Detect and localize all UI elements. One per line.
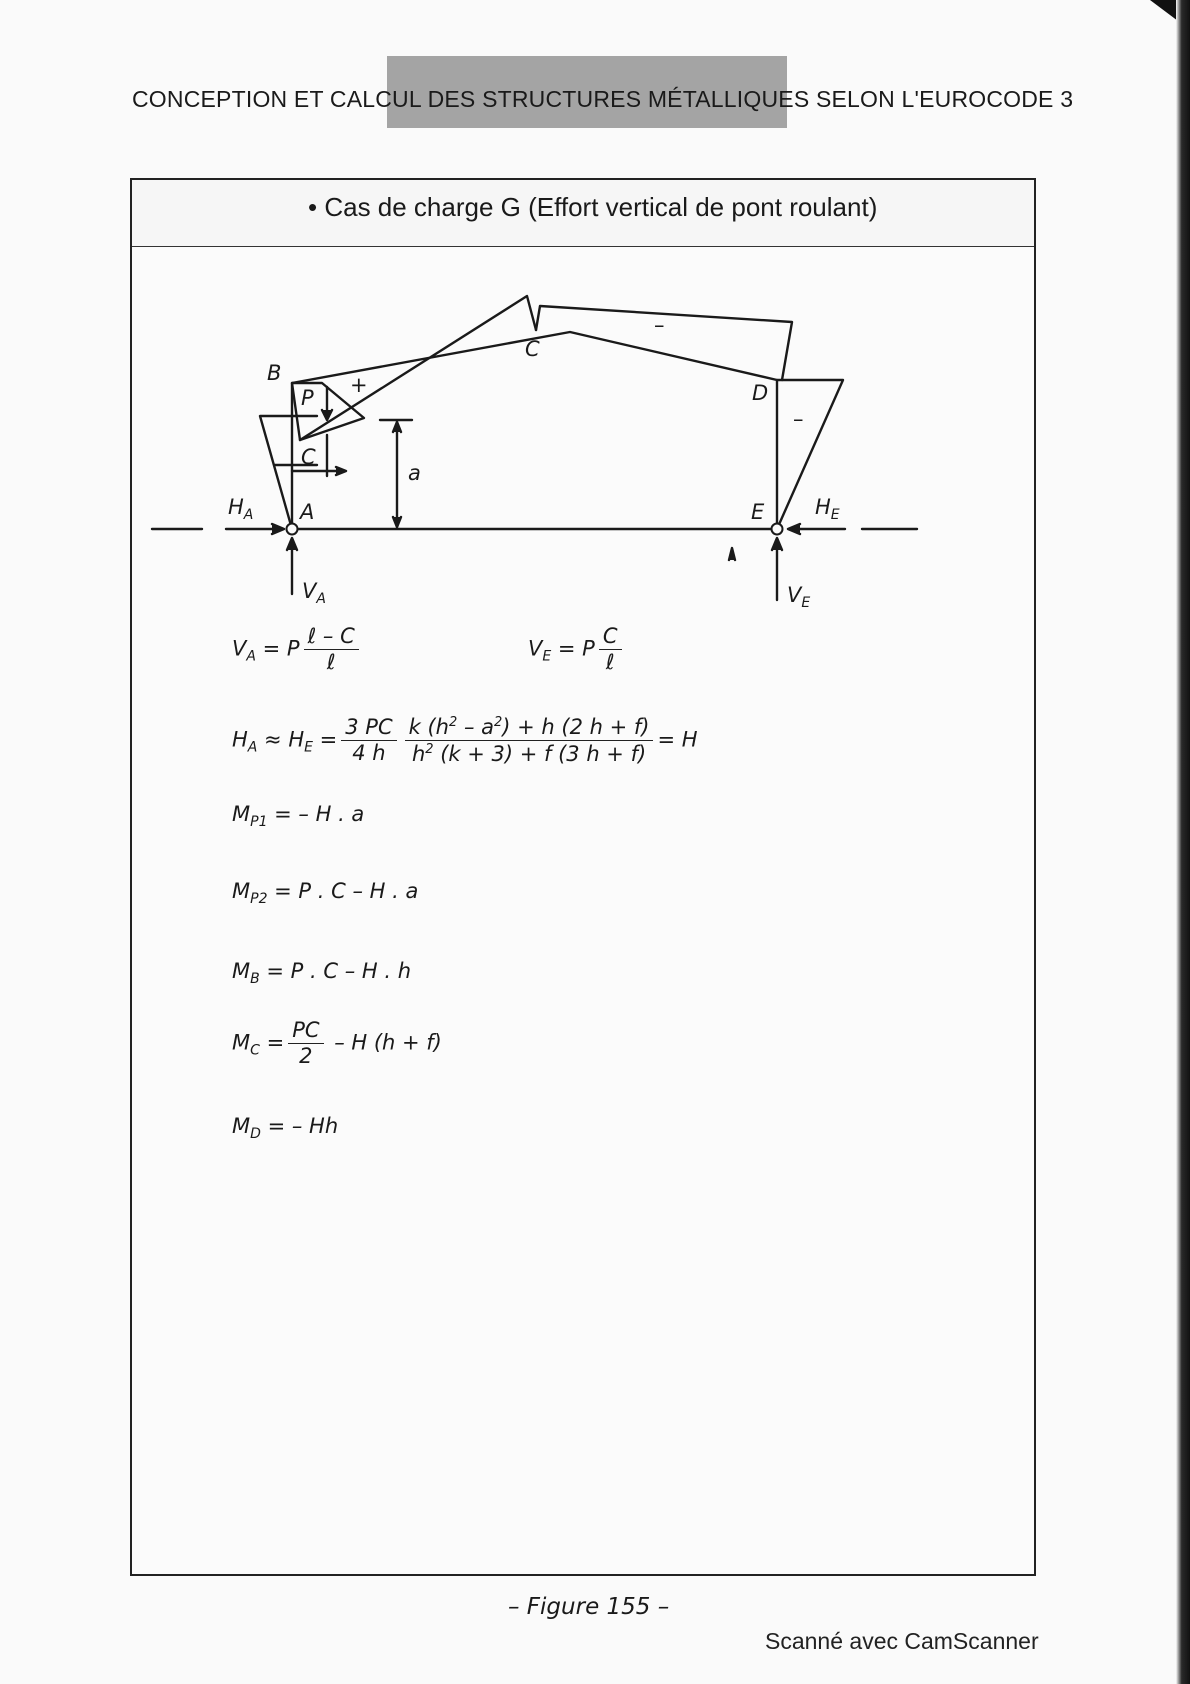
support-a bbox=[287, 524, 298, 535]
label-ecc-c: C bbox=[301, 445, 316, 469]
label-he: $H_E$ bbox=[815, 495, 840, 523]
label-c-top: C bbox=[525, 337, 540, 361]
scanner-watermark: Scanné avec CamScanner bbox=[765, 1628, 1039, 1654]
ve-arrowhead bbox=[772, 538, 782, 550]
he-arrowhead bbox=[788, 524, 800, 534]
va-arrowhead bbox=[287, 538, 297, 550]
ha-arrowhead bbox=[272, 524, 284, 534]
support-e bbox=[772, 524, 783, 535]
label-e: E bbox=[751, 500, 765, 524]
equation-mc: $M_C$ = $\frac{PC}{2}$ – H (h + f) bbox=[232, 1018, 442, 1068]
equation-h: $H_A \approx H_E$ = $\frac{3 PC}{4 h}$ $\frac{k (h^2 - a^2) + h (2 h + f)}{h^2 (k + 3) + f (3 h + f)}$ = H bbox=[232, 715, 698, 766]
page-edge-shadow bbox=[1176, 0, 1190, 1684]
rafter-left-moment bbox=[300, 296, 536, 440]
label-dim-a: a bbox=[408, 461, 421, 485]
figure-frame bbox=[130, 178, 1036, 1576]
label-p: P bbox=[301, 386, 314, 410]
running-header: CONCEPTION ET CALCUL DES STRUCTURES MÉTALLIQUES SELON L'EUROCODE 3 bbox=[132, 86, 1074, 112]
equation-mb: $M_B = P$ . C – H . h bbox=[232, 959, 412, 987]
equation-mp1: $M_{P1}$ = – H . a bbox=[232, 802, 365, 830]
equation-ve: $V_E = P$ $\frac{C}{\text{ℓ}}$ bbox=[528, 624, 626, 675]
label-a: A bbox=[300, 500, 315, 524]
dim-a-arrow-top bbox=[393, 422, 401, 432]
label-d: D bbox=[752, 381, 769, 405]
small-marker bbox=[729, 548, 735, 560]
frame-moment-diagram bbox=[132, 180, 1038, 640]
label-minus-top: – bbox=[654, 313, 665, 337]
label-ha: $H_A$ bbox=[228, 495, 254, 523]
label-plus: + bbox=[350, 373, 368, 397]
label-minus-right: – bbox=[793, 407, 804, 431]
dim-a-arrow-bottom bbox=[393, 517, 401, 527]
load-p-arrowhead bbox=[322, 410, 332, 420]
load-case-title: • Cas de charge G (Effort vertical de pont roulant) bbox=[308, 192, 878, 222]
label-ve: $V_E$ bbox=[787, 583, 811, 611]
equation-mp2: $M_{P2} = P$ . C – H . a bbox=[232, 879, 419, 907]
portal-frame bbox=[292, 332, 777, 529]
equation-md: $M_D$ = – Hh bbox=[232, 1114, 339, 1142]
equation-va: $V_A = P$ $\frac{\text{ℓ – C}}{\text{ℓ}}$ bbox=[232, 624, 363, 675]
label-b: B bbox=[267, 361, 282, 385]
label-va: $V_A$ bbox=[302, 579, 326, 607]
ecc-arrow-right bbox=[336, 467, 346, 475]
figure-caption: – Figure 155 – bbox=[508, 1594, 670, 1620]
